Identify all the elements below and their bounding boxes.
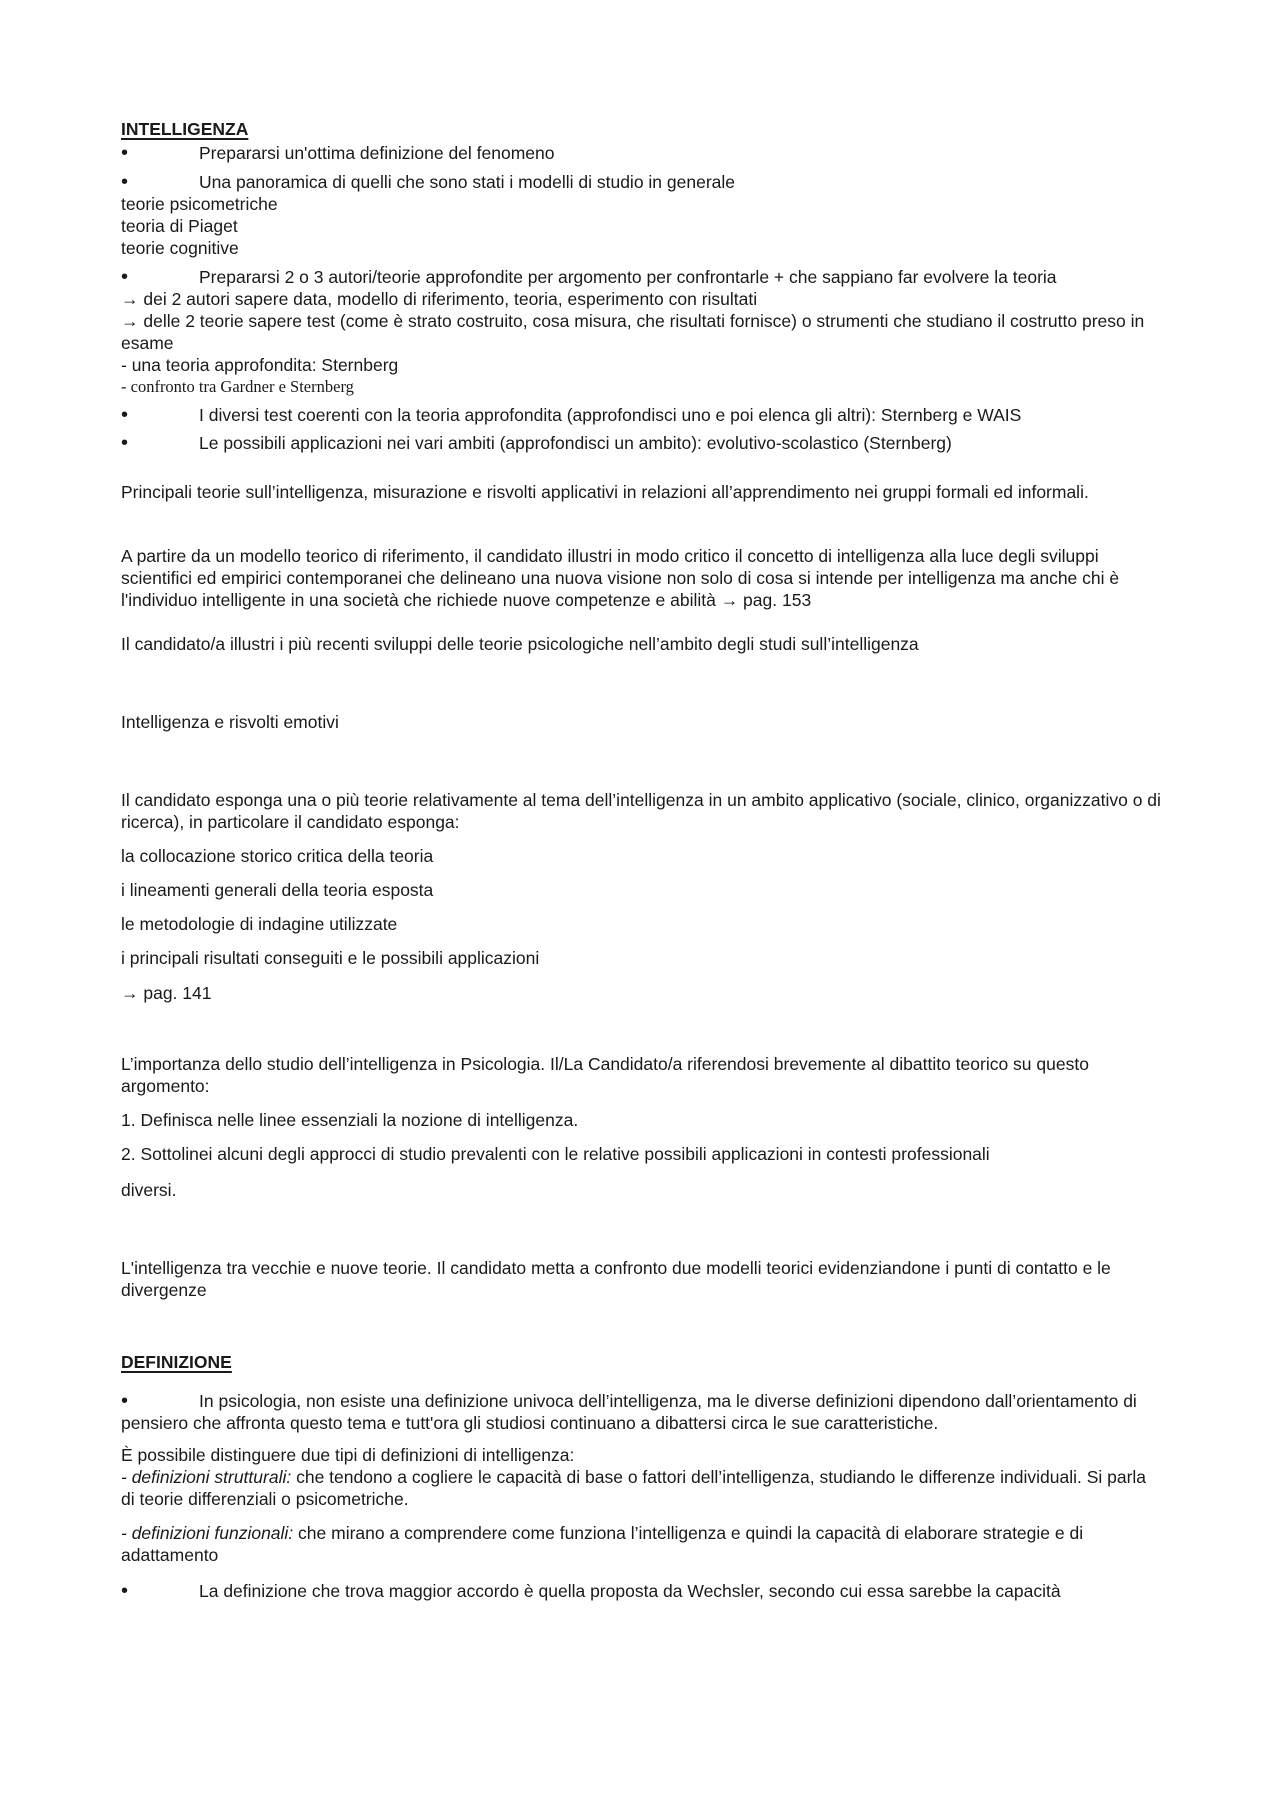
bullet-icon: • xyxy=(121,404,129,426)
bullet-text: In psicologia, non esiste una definizione univoca dell’intelligenza, ma le diverse definizioni dipendono dall’orientamento di pensiero che affronta questo tema e tutt'ora gli studiosi continuano a dibattersi circa le sue caratteristiche. xyxy=(121,1391,1137,1433)
document-body xyxy=(121,118,1161,1602)
definition-structural xyxy=(121,1466,1161,1510)
question-1: Principali teorie sull’intelligenza, misurazione e risvolti applicativi in relazioni all’apprendimento nei gruppi formali ed informali. xyxy=(121,482,1089,502)
bullet-item xyxy=(121,1580,1161,1602)
model-item: teorie psicometriche xyxy=(121,194,278,214)
heading-intelligenza: INTELLIGENZA xyxy=(121,119,249,139)
bullet-text: Una panoramica di quelli che sono stati i modelli di studio in generale xyxy=(199,172,736,192)
bullet-item xyxy=(121,1390,1161,1434)
bullet-icon: • xyxy=(121,1580,129,1602)
bullet-text: Prepararsi un'ottima definizione del fenomeno xyxy=(199,143,555,163)
definition-functional-text: che mirano a comprendere come funziona l’intelligenza e quindi la capacità di elaborare strategie e di adattamento xyxy=(121,1523,1084,1565)
bullet-icon: • xyxy=(121,142,129,164)
section-intelligenza xyxy=(121,118,1161,454)
question-5-item: la collocazione storico critica della teoria xyxy=(121,846,434,866)
question-5-item: i principali risultati conseguiti e le possibili applicazioni xyxy=(121,948,540,968)
bullet-icon: • xyxy=(121,432,129,454)
bullet-item xyxy=(121,404,1161,426)
question-5-item: le metodologie di indagine utilizzate xyxy=(121,914,398,934)
page-reference: → pag. 141 xyxy=(121,983,212,1003)
definition-functional xyxy=(121,1522,1161,1566)
bullet-item xyxy=(121,432,1161,454)
bullet-text: Le possibili applicazioni nei vari ambiti (approfondisci un ambito): evolutivo-scolastico (Sternberg) xyxy=(199,433,952,453)
heading-definizione: DEFINIZIONE xyxy=(121,1352,232,1372)
arrow-note: → dei 2 autori sapere data, modello di riferimento, teoria, esperimento con risultati xyxy=(121,289,758,309)
question-6-item-end: diversi. xyxy=(121,1180,177,1200)
question-3: Il candidato/a illustri i più recenti sviluppi delle teorie psicologiche nell’ambito degli studi sull’intelligenza xyxy=(121,634,919,654)
bullet-text: La definizione che trova maggior accordo è quella proposta da Wechsler, secondo cui essa sarebbe la capacità xyxy=(199,1581,1061,1601)
model-item: teoria di Piaget xyxy=(121,216,238,236)
definition-structural-text: che tendono a cogliere le capacità di base o fattori dell’intelligenza, studiando le differenze individuali. Si parla di teorie differenziali o psicometriche. xyxy=(121,1467,1147,1509)
model-item: teorie cognitive xyxy=(121,238,239,258)
definition-structural-label: - definizioni strutturali: xyxy=(121,1467,292,1487)
bullet-icon: • xyxy=(121,266,129,288)
definition-functional-label: - definizioni funzionali: xyxy=(121,1523,294,1543)
section-definizione xyxy=(121,1351,1161,1602)
dash-note: - una teoria approfondita: Sternberg xyxy=(121,355,399,375)
dash-note: - confronto tra Gardner e Sternberg xyxy=(121,377,354,396)
bullet-icon: • xyxy=(121,171,129,193)
question-6-item: 2. Sottolinei alcuni degli approcci di studio prevalenti con le relative possibili applicazioni in contesti professionali xyxy=(121,1144,990,1164)
bullet-text: Prepararsi 2 o 3 autori/teorie approfondite per argomento per confrontarle + che sappiano far evolvere la teoria xyxy=(199,267,1057,287)
question-2: A partire da un modello teorico di riferimento, il candidato illustri in modo critico il concetto di intelligenza alla luce degli sviluppi scientifici ed empirici contemporanei che delineano una nuova visione non solo di cosa si intende per intelligenza ma anche chi è l'individuo intelligente in una società che richiede nuove competenze e abilità → pag. 153 xyxy=(121,546,1120,610)
question-6: L’importanza dello studio dell’intelligenza in Psicologia. Il/La Candidato/a riferendosi brevemente al dibattito teorico su questo argomento: xyxy=(121,1054,1089,1096)
question-5-item: i lineamenti generali della teoria esposta xyxy=(121,880,434,900)
bullet-item xyxy=(121,142,1161,164)
bullet-text: I diversi test coerenti con la teoria approfondita (approfondisci uno e poi elenca gli altri): Sternberg e WAIS xyxy=(199,405,1022,425)
question-4: Intelligenza e risvolti emotivi xyxy=(121,712,339,732)
arrow-note: → delle 2 teorie sapere test (come è strato costruito, cosa misura, che risultati fornisce) o strumenti che studiano il costrutto preso in esame xyxy=(121,311,1145,353)
definition-intro: È possibile distinguere due tipi di definizioni di intelligenza: xyxy=(121,1445,575,1465)
section-questions xyxy=(121,481,1161,1301)
bullet-item xyxy=(121,266,1161,288)
bullet-icon: • xyxy=(121,1390,129,1412)
bullet-item xyxy=(121,171,1161,193)
question-5: Il candidato esponga una o più teorie relativamente al tema dell’intelligenza in un ambito applicativo (sociale, clinico, organizzativo o di ricerca), in particolare il candidato esponga: xyxy=(121,790,1161,832)
question-6-item: 1. Definisca nelle linee essenziali la nozione di intelligenza. xyxy=(121,1110,579,1130)
question-7: L'intelligenza tra vecchie e nuove teorie. Il candidato metta a confronto due modelli teorici evidenziandone i punti di contatto e le divergenze xyxy=(121,1258,1111,1300)
